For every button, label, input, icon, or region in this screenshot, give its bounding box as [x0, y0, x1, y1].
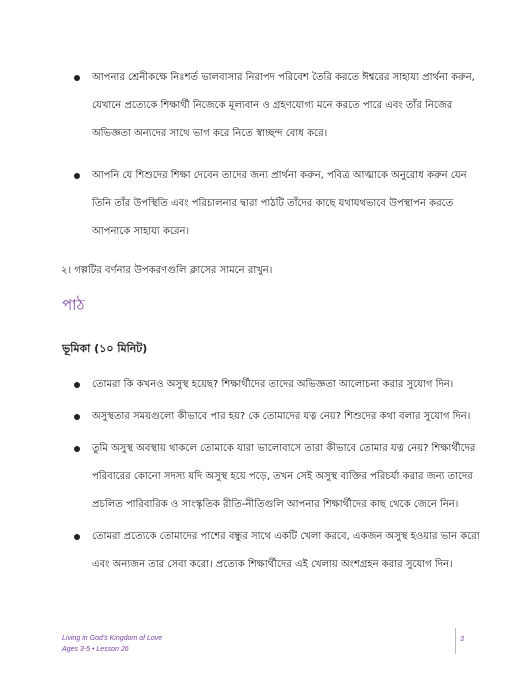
instruction-paragraph: ২। গল্পটির বর্ণনার উপকরণগুলি ক্লাসের সামনে রাখুন। — [61, 265, 273, 276]
bullet-icon — [74, 534, 80, 540]
list-item — [92, 403, 482, 431]
bullet-icon — [74, 446, 80, 452]
list-item — [92, 371, 482, 399]
list-item-text: আপনি যে শিশুদের শিক্ষা দেবেন তাদের জন্য প্রার্থনা করুন, পবিত্র আত্মাকে অনুরোধ করুন যেন তিনি তাঁর উপস্থিতি এবং পরিচালনার দ্বারা পাঠটি তাঁদের কাছে যথাযথভাবে উপস্থাপন করতে আপনাকে সাহায্য করেন। — [92, 170, 467, 237]
preparation-list — [92, 64, 482, 260]
footer-title — [62, 633, 162, 655]
bullet-icon — [74, 75, 80, 81]
subsection-heading: ভূমিকা (১০ মিনিট) — [62, 342, 148, 355]
footer-line-2: Ages 3-5 • Lesson 26 — [62, 646, 129, 653]
footer-line-1: Living in God's Kingdom of Love — [62, 635, 163, 642]
list-item-text: তুমি অসুস্থ অবস্থায় থাকলে তোমাকে যারা ভালোবাসে তারা কীভাবে তোমার যত্ন নেয়? শিক্ষার্থীদের পরিবারের কোনো সদস্য যদি অসুস্থ হয়ে পড়ে, তখন সেই অসুস্থ ব্যক্তির পরিচর্যা করার জন্য তাদের প্রচলিত পারিবারিক ও সাংস্কৃতিক রীতি-নীতিগুলি আপনার শিক্ষার্থীদের কাছ থেকে জেনে নিন। — [92, 443, 476, 510]
list-item-text: আপনার শ্রেনীকক্ষে নিঃশর্ত ভালবাসার নিরাপদ পরিবেশ তৈরি করতে ঈশ্বরের সাহায্য প্রার্থনা করুন, যেখানে প্রত্যেকে শিক্ষার্থী নিজেকে মূল্যবান ও গ্রহণযোগ্য মনে করতে পারে এবং তাঁর নিজের অভিজ্ঞতা অন্যদের সাথে ভাগ করে নিতে স্বাচ্ছন্দ বোধ করে। — [92, 72, 475, 139]
list-item-text: তোমরা কি কখনও অসুস্থ হয়েছ? শিক্ষার্থীদের তাদের অভিজ্ঞতা আলোচনা করার সুযোগ দিন। — [92, 379, 454, 390]
footer-divider — [455, 628, 456, 654]
list-item — [92, 162, 482, 246]
list-item-text: তোমরা প্রত্যেকে তোমাদের পাশের বন্ধুর সাথে একটি খেলা করবে, একজন অসুস্থ হওয়ার ভান করো এবং অন্যজন তার সেবা করো। প্রত্যেক শিক্ষার্থীদের এই খেলায় অংশগ্রহন করার সুযোগ দিন। — [92, 531, 480, 570]
list-item — [92, 523, 482, 579]
list-item — [92, 435, 482, 519]
bullet-icon — [74, 173, 80, 179]
introduction-list — [92, 371, 482, 583]
bullet-icon — [74, 414, 80, 420]
list-item-text: অসুস্থতার সময়গুলো কীভাবে পার হয়? কে তোমাদের যত্ন নেয়? শিশুদের কথা বলার সুযোগ দিন। — [92, 411, 471, 422]
list-item — [92, 64, 482, 148]
page-number: 3 — [460, 636, 464, 643]
section-title: পাঠ — [62, 296, 85, 314]
bullet-icon — [74, 382, 80, 388]
